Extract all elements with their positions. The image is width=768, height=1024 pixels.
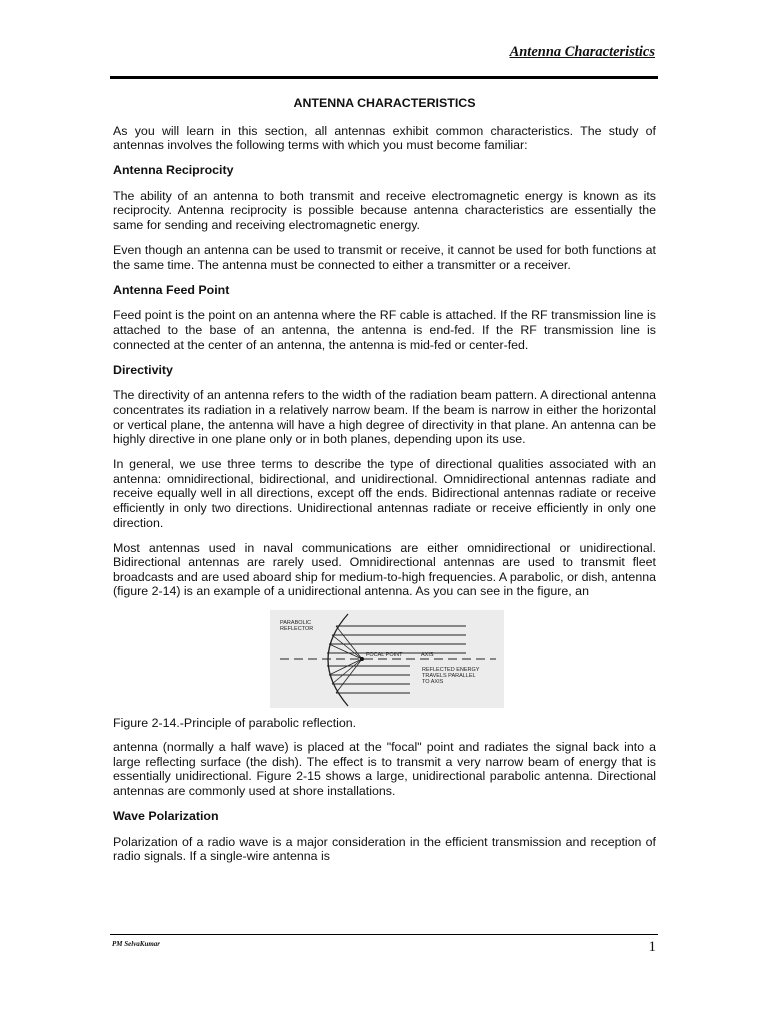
running-header: Antenna Characteristics	[509, 44, 655, 60]
paragraph: Most antennas used in naval communications are either omnidirectional or unidirectional. Bidirectional antennas are rarely used. Omnidirectional antennas are used to transmit fleet broadcasts and are used aboard ship for medium-to-high frequencies. A parabolic, or dish, antenna (figure 2-14) is an example of a unidirectional antenna. As you can see in the figure, an	[113, 540, 656, 599]
label-reflected-energy: REFLECTED ENERGY	[422, 666, 480, 673]
header-rule	[110, 76, 658, 79]
paragraph: In general, we use three terms to describe the type of directional qualities associated with an antenna: omnidirectional, bidirectional, and unidirectional. Omnidirectional antennas radiate and receive equally well in all directions, except off the ends. Bidirectional antennas radiate or receive efficiently in only two directions. Unidirectional antennas radiate or receive efficiently in only one direction.	[113, 457, 656, 530]
footer-author: PM SelvaKumar	[112, 940, 161, 948]
paragraph: Even though an antenna can be used to transmit or receive, it cannot be used for both functions at the same time. The antenna must be connected to either a transmitter or a receiver.	[113, 243, 656, 272]
heading-antenna-reciprocity: Antenna Reciprocity	[113, 163, 234, 178]
intro-paragraph: As you will learn in this section, all antennas exhibit common characteristics. The study of antennas involves the following terms with which you must become familiar:	[113, 123, 656, 153]
heading-directivity: Directivity	[113, 362, 173, 377]
focal-point-marker	[360, 657, 364, 661]
heading-wave-polarization: Wave Polarization	[113, 809, 219, 823]
paragraph: antenna (normally a half wave) is placed at the "focal" point and radiates the signal back into a large reflecting surface (the dish). The effect is to transmit a very narrow beam of energy that is essentially unidirectional. Figure 2-15 shows a large, unidirectional parabolic antenna. Directional antennas are commonly used at shore installations.	[113, 740, 656, 798]
parabolic-reflection-figure	[270, 610, 504, 708]
footer-rule	[110, 934, 658, 935]
document-title: ANTENNA CHARACTERISTICS	[293, 96, 476, 110]
heading-antenna-feed-point: Antenna Feed Point	[113, 282, 230, 297]
paragraph: The ability of an antenna to both transmit and receive electromagnetic energy is known as its reciprocity. Antenna reciprocity is possible because antenna characteristics are essentially the same for sending and receiving electromagnetic energy.	[113, 188, 656, 233]
parabolic-reflector-diagram	[270, 610, 504, 708]
label-parabolic: PARABOLIC	[280, 619, 312, 626]
label-reflector: REFLECTOR	[280, 625, 314, 632]
label-to-axis: TO AXIS	[422, 678, 444, 685]
label-travels-parallel: TRAVELS PARALLEL	[422, 672, 476, 679]
paragraph: Polarization of a radio wave is a major consideration in the efficient transmission and reception of radio signals. If a single-wire antenna is	[113, 834, 656, 864]
paragraph: The directivity of an antenna refers to the width of the radiation beam pattern. A directional antenna concentrates its radiation in a relatively narrow beam. If the beam is narrow in either the horizontal or vertical plane, the antenna will have a high degree of directivity in that plane. An antenna can be highly directive in one plane only or in both planes, depending upon its use.	[113, 388, 656, 447]
label-focal-point: FOCAL POINT	[366, 651, 403, 658]
page-number: 1	[648, 939, 656, 955]
figure-caption: Figure 2-14.-Principle of parabolic reflection.	[113, 715, 357, 730]
label-axis: AXIS	[421, 651, 434, 658]
paragraph: Feed point is the point on an antenna where the RF cable is attached. If the RF transmission line is attached to the base of an antenna, the antenna is end-fed. If the RF transmission line is connected at the center of an antenna, the antenna is mid-fed or center-fed.	[113, 308, 656, 352]
document-body	[113, 96, 656, 874]
reflector-curve	[328, 614, 348, 706]
